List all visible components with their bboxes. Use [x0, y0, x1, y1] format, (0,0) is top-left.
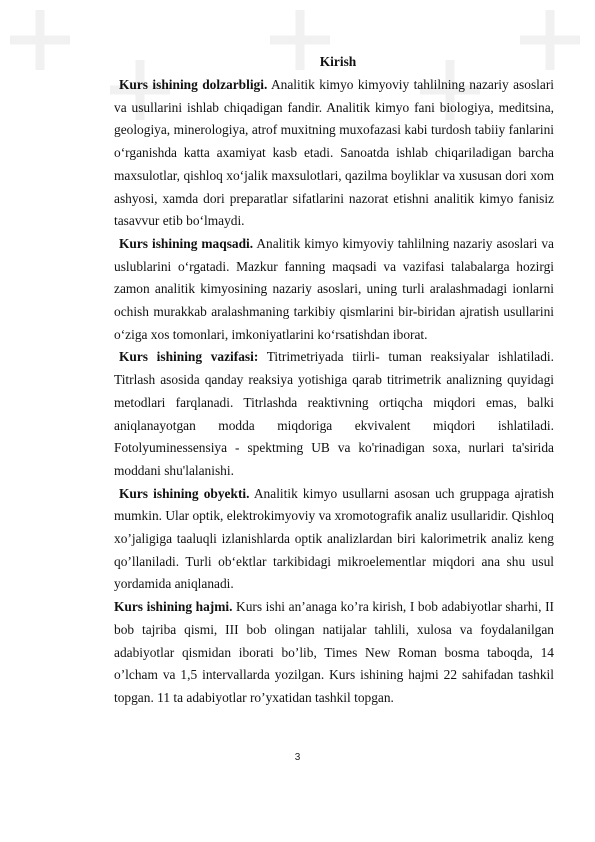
paragraph-lead-dolzarbligi: Kurs ishining dolzarbligi. — [119, 77, 268, 92]
paragraph-obyekti — [114, 483, 554, 597]
paragraph-lead-maqsadi: Kurs ishining maqsadi. — [119, 235, 254, 251]
document-title: Kirish — [319, 54, 357, 69]
page-number: 3 — [294, 752, 301, 763]
paragraph-text-vazifasi: Titrimetriyada tiirli- tuman reaksiyalar ishlatiladi. Titrlash asosida qanday reaksiya yotishiga qarab titrimetrik analizning quyidagi metodlari farqlanadi. Titrlashda reaktivning ortiqcha miqdori emas, balki aniqlanayotgan modda miqdoriga ekvivalent miqdori ishlatiladi. Fotolyuminessensiya - spektming UB va ko'rinadigan soxa, nurlari ta'sirida moddani shu'lalanishi. — [114, 349, 554, 478]
paragraph-text-hajmi: Kurs ishi an’anaga ko’ra kirish, I bob adabiyotlar sharhi, II bob tajriba qismi, III bob olingan natijalar tahlili, xulosa va foydalanilgan adabiyotlar qismidan iborati bo’lib, Times New Roman bosma taboqda, 14 o’lcham va 1,5 intervallarda yozilgan. Kurs ishining hajmi 22 sahifadan tashkil topgan. 11 ta adabiyotlar ro’yxatidan tashkil topgan. — [114, 599, 554, 705]
paragraph-dolzarbligi — [114, 74, 554, 233]
paragraph-lead-vazifasi: Kurs ishining vazifasi: — [119, 349, 259, 365]
paragraph-vazifasi — [114, 346, 554, 482]
paragraph-lead-hajmi: Kurs ishining hajmi. — [114, 599, 233, 615]
paragraph-maqsadi — [114, 233, 554, 347]
document-page — [114, 52, 554, 710]
paragraph-hajmi — [114, 596, 554, 710]
paragraph-lead-obyekti: Kurs ishining obyekti. — [119, 485, 250, 501]
paragraph-text-obyekti: Analitik kimyo usullarni asosan uch gruppaga ajratish mumkin. Ular optik, elektrokimyoviy va xromotografik analiz usullaridir. Qishloq xo’jaligiga taaluqli izlanishlarda optik analizlardan biri kalorimetrik analiz keng qo’llaniladi. Turli ob‘ektlar tarkibidagi mikroelementlar miqdori ana shu usul yordamida aniqlanadi. — [114, 485, 554, 592]
paragraph-text-dolzarbligi: Analitik kimyo kimyoviy tahlilning nazariy asoslari va usullarini ishlab chiqadigan fandir. Analitik kimyo fani biologiya, meditsina, geologiya, minerologiya, atrof muxitning muxofazasi kabi turdosh tabiiy fanlarini o‘rganishda katta axamiyat kasb etadi. Sanoatda ishlab chiqariladigan barcha maxsulotlar, qishloq xo‘jalik maxsulotlari, qazilma boyliklar va xususan dori xom ashyosi, xamda dori preparatlar sifatlarini nazorat etishni analitik kimyo fanisiz tasavvur etib bo‘lmaydi. — [114, 77, 555, 229]
paragraph-text-maqsadi: Analitik kimyo kimyoviy tahlilning nazariy asoslari va uslublarini o‘rgatadi. Mazkur fanning maqsadi va vazifasi talabalarga hozirgi zamon analitik kimyosining nazariy asoslari, uning turli aralashmadagi ionlarni ochish murakkab aralashmaning tarkibiy qismlarini bir-biridan ajratish usullarini o‘ziga xos tomonlari, imkoniyatlarini ko‘rsatishdan iborat. — [114, 235, 555, 342]
